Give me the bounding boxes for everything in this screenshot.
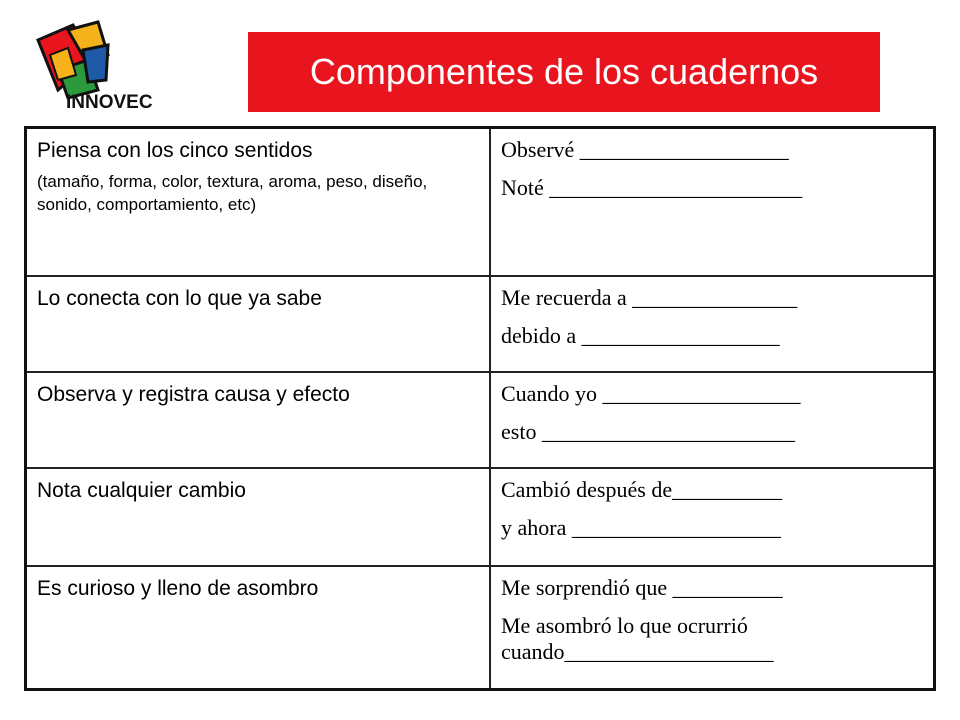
sentence-starter: esto _______________________ (501, 418, 795, 444)
page-title: Componentes de los cuadernos (309, 51, 819, 92)
component-cell (26, 128, 491, 276)
prompt-cell (490, 566, 935, 690)
table-row (26, 372, 935, 468)
prompt-cell (490, 468, 935, 566)
component-cell (26, 468, 491, 566)
component-detail: (tamaño, forma, color, textura, aroma, peso, diseño, sonido, comportamiento, etc) (37, 172, 428, 214)
component-label: Nota cualquier cambio (37, 478, 246, 502)
sentence-starter: Me asombró lo que ocrurrió cuando___________________ (501, 612, 774, 664)
sentence-starter: Me recuerda a _______________ (501, 284, 798, 310)
sentence-starter: y ahora ___________________ (501, 514, 781, 540)
sentence-starter: Observé ___________________ (501, 137, 789, 162)
sentence-starter: Me sorprendió que __________ (501, 574, 783, 600)
component-cell (26, 566, 491, 690)
sentence-starter: Noté _______________________ (501, 175, 803, 200)
table-row (26, 566, 935, 690)
notebook-components-table (24, 126, 936, 691)
sentence-starter: debido a __________________ (501, 322, 780, 348)
title-banner (248, 32, 880, 112)
table-row (26, 276, 935, 372)
component-label: Lo conecta con lo que ya sabe (37, 286, 322, 310)
component-label: Observa y registra causa y efecto (37, 382, 350, 406)
prompt-cell (490, 128, 935, 276)
component-cell (26, 276, 491, 372)
sentence-starter: Cuando yo __________________ (501, 380, 801, 406)
logo-wordmark: INNOVEC (66, 92, 153, 113)
component-label: Piensa con los cinco sentidos (37, 139, 313, 162)
table-row (26, 128, 935, 276)
sentence-starter: Cambió después de__________ (501, 476, 783, 502)
prompt-cell (490, 372, 935, 468)
component-cell (26, 372, 491, 468)
table-row (26, 468, 935, 566)
component-label: Es curioso y lleno de asombro (37, 576, 319, 600)
prompt-cell (490, 276, 935, 372)
